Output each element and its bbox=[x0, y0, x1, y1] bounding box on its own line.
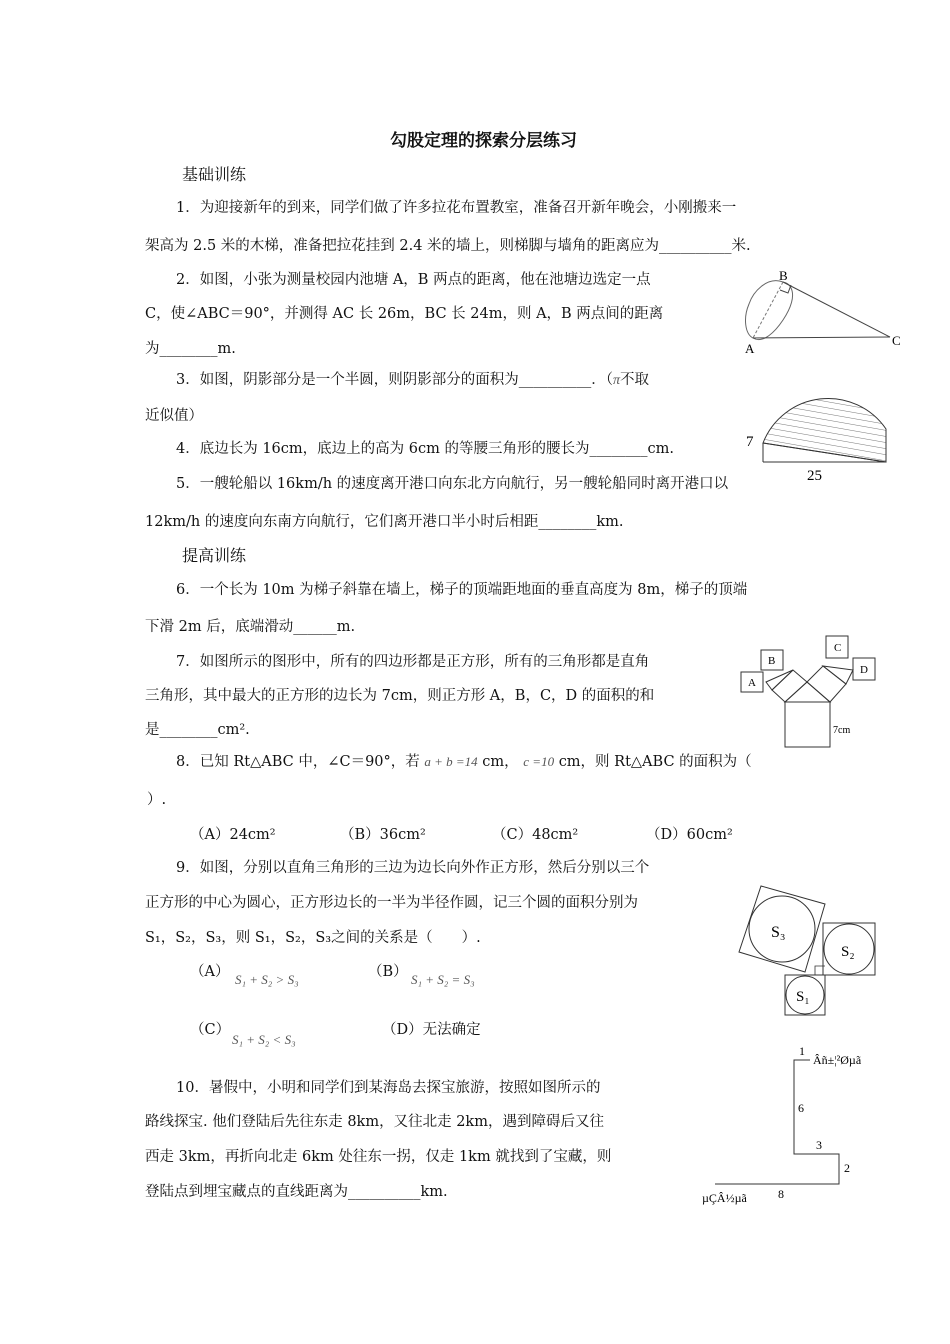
label-three: 3 bbox=[816, 1138, 822, 1152]
section-advanced-heading: 提高训练 bbox=[182, 546, 247, 565]
q6-line1: 6．一个长为 10m 为梯子斜靠在墙上，梯子的顶端距地面的垂直高度为 8m，梯子的顶端 bbox=[176, 582, 748, 598]
q1-line2: 架高为 2.5 米的木梯，准备把拉花挂到 2.4 米的墙上，则梯脚与墙角的距离应为__________米. bbox=[145, 238, 751, 254]
q10-line4: 登陆点到埋宝藏点的直线距离为__________km. bbox=[145, 1184, 448, 1200]
squares-tree-figure bbox=[735, 630, 885, 750]
q3-line1-text: 3．如图，阴影部分是一个半圆，则阴影部分的面积为__________．（ bbox=[176, 372, 613, 388]
q5-line1: 5．一艘轮船以 16km/h 的速度离开港口向东北方向航行，另一艘轮船同时离开港口以 bbox=[176, 476, 729, 492]
q2-line3: 为________m. bbox=[145, 341, 236, 357]
label-s2: S₂ bbox=[841, 944, 855, 960]
q3-line2: 近似值） bbox=[145, 408, 203, 424]
q9-option-b-expr: S₁ + S₂ = S₃ bbox=[411, 972, 475, 987]
q7-line1: 7．如图所示的图形中，所有的四边形都是正方形，所有的三角形都是直角 bbox=[176, 654, 650, 670]
q8-option-a: （A）24cm² bbox=[190, 827, 276, 843]
q8-line1-c: cm，则 Rt△ABC 的面积为（ bbox=[558, 754, 752, 770]
q5-line2: 12km/h 的速度向东南方向航行，它们离开港口半小时后相距________km. bbox=[145, 514, 624, 530]
q10-line2: 路线探宝. 他们登陆后先往东走 8km，又往北走 2km，遇到障碍后又往 bbox=[145, 1114, 604, 1130]
label-square-d: D bbox=[860, 664, 868, 676]
three-circles-figure bbox=[735, 880, 885, 1020]
label-c: C bbox=[892, 333, 901, 348]
q3-line1 bbox=[176, 368, 649, 389]
pond-triangle-figure bbox=[735, 262, 910, 362]
q9-option-c-expr: S₁ + S₂ < S₃ bbox=[232, 1032, 296, 1047]
q10-line1: 10．暑假中，小明和同学们到某海岛去探宝旅游，按照如图所示的 bbox=[176, 1080, 601, 1096]
q9-option-a-expr: S₁ + S₂ > S₃ bbox=[235, 972, 299, 987]
q8-eq-c: c =10 bbox=[523, 754, 555, 769]
label-seven: 7 bbox=[746, 434, 754, 450]
label-treasure-point: Âñ±¦²Øµã bbox=[813, 1053, 862, 1067]
q8-option-c: （C）48cm² bbox=[492, 827, 579, 843]
q1-line1: 1．为迎接新年的到来，同学们做了许多拉花布置教室，准备召开新年晚会，小刚搬来一 bbox=[176, 200, 737, 216]
q6-line2: 下滑 2m 后，底端滑动______m. bbox=[145, 619, 356, 635]
q3-line1-tail: 不取 bbox=[620, 372, 649, 388]
label-s1: S₁ bbox=[796, 989, 810, 1005]
q4-line1: 4．底边长为 16cm，底边上的高为 6cm 的等腰三角形的腰长为________cm. bbox=[176, 441, 674, 457]
label-two: 2 bbox=[844, 1161, 850, 1175]
q9-option-a-label: （A） bbox=[190, 964, 230, 980]
q9-line2: 正方形的中心为圆心，正方形边长的一半为半径作圆，记三个圆的面积分别为 bbox=[145, 895, 638, 911]
label-square-a: A bbox=[748, 677, 756, 689]
label-a: A bbox=[745, 341, 755, 356]
q7-line3: 是________cm². bbox=[145, 722, 250, 738]
q8-line1 bbox=[176, 750, 752, 771]
label-one: 1 bbox=[799, 1044, 805, 1058]
treasure-route-figure bbox=[700, 1040, 900, 1210]
q8-option-d: （D）60cm² bbox=[646, 827, 733, 843]
q9-option-d: （D）无法确定 bbox=[382, 1022, 481, 1038]
q9-line1: 9．如图，分别以直角三角形的三边为边长向外作正方形，然后分别以三个 bbox=[176, 860, 650, 876]
q8-eq-ab: a + b =14 bbox=[424, 754, 478, 769]
q8-line1-a: 8．已知 Rt△ABC 中，∠C＝90°，若 bbox=[176, 754, 420, 770]
q9-option-b-label: （B） bbox=[368, 964, 408, 980]
q2-line1: 2．如图，小张为测量校园内池塘 A，B 两点的距离，他在池塘边选定一点 bbox=[176, 272, 651, 288]
q8-line2: ）. bbox=[147, 792, 167, 808]
q8-line1-b: cm， bbox=[482, 754, 519, 770]
q8-option-b: （B）36cm² bbox=[340, 827, 426, 843]
q2-line2: C，使∠ABC＝90°，并测得 AC 长 26m，BC 长 24m，则 A，B 两点间的距离 bbox=[145, 306, 664, 322]
q9-line3: S₁，S₂，S₃，则 S₁，S₂，S₃之间的关系是（ ）. bbox=[145, 930, 481, 946]
label-s3: S₃ bbox=[771, 924, 786, 941]
label-b: B bbox=[779, 268, 788, 283]
q7-line2: 三角形，其中最大的正方形的边长为 7cm，则正方形 A，B，C，D 的面积的和 bbox=[145, 688, 655, 704]
pi-symbol: π bbox=[612, 373, 620, 388]
label-eight: 8 bbox=[778, 1187, 784, 1201]
label-square-b: B bbox=[768, 655, 776, 667]
semicircle-figure bbox=[740, 380, 890, 480]
label-twenty-five: 25 bbox=[807, 468, 822, 480]
label-landing-point: µÇÂ½µã bbox=[702, 1191, 747, 1205]
q10-line3: 西走 3km，再折向北走 6km 处往东一拐，仅走 1km 就找到了宝藏，则 bbox=[145, 1149, 612, 1165]
label-square-c: C bbox=[834, 642, 842, 654]
q9-option-c-label: （C） bbox=[190, 1022, 231, 1038]
label-seven-cm: 7cm bbox=[833, 725, 851, 736]
label-six: 6 bbox=[798, 1101, 804, 1115]
section-basic-heading: 基础训练 bbox=[182, 165, 247, 184]
page-title: 勾股定理的探索分层练习 bbox=[390, 131, 577, 151]
